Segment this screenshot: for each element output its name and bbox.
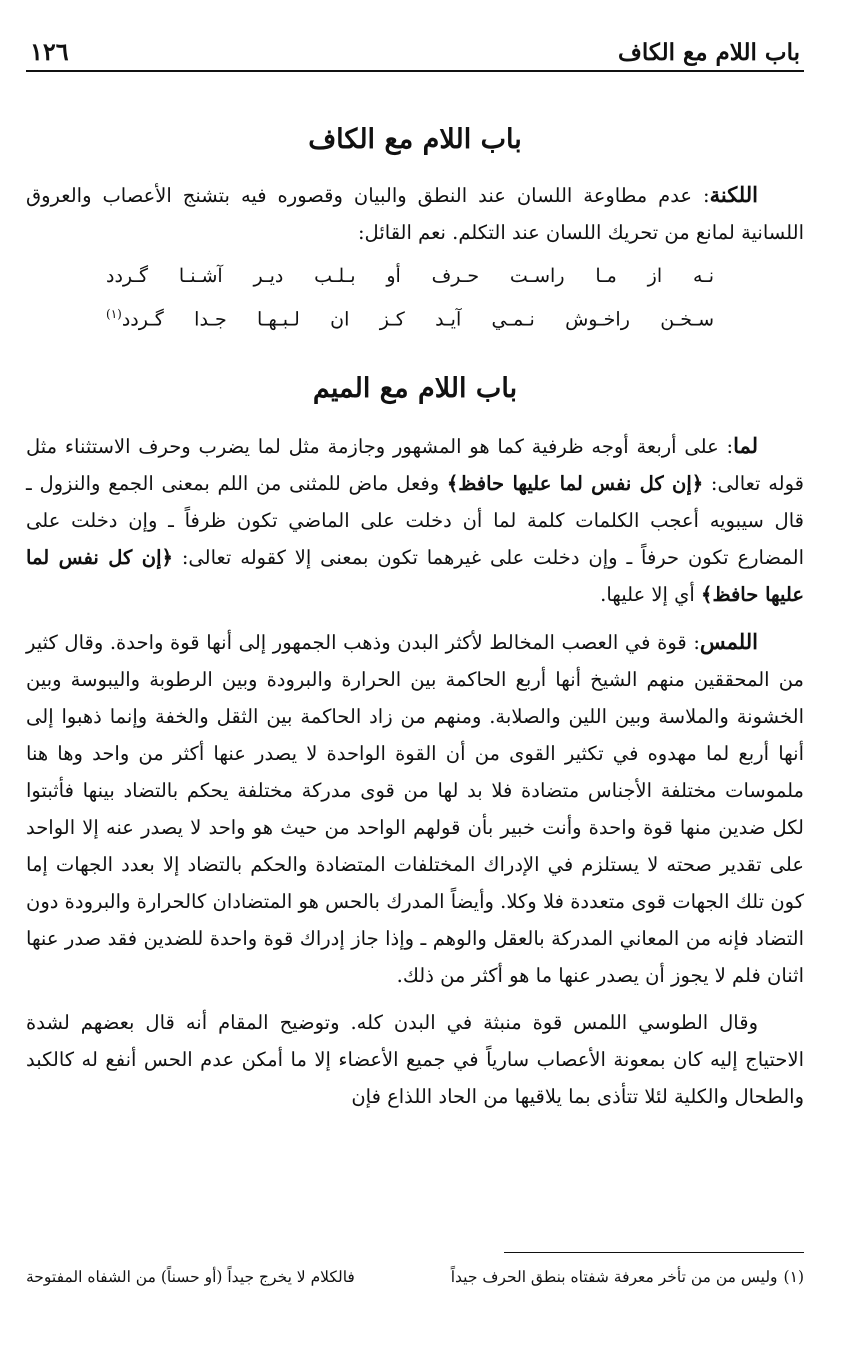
verse-line-2	[106, 295, 714, 338]
headword-lukna: اللكنة	[709, 182, 758, 208]
entry-lamma-text-3: أي إلا عليها.	[600, 583, 702, 607]
verse-line-2-text: سـخـن راخـوش نـمـي آيـد كـز ان لـبـهـا جـدا گـردد	[121, 308, 714, 331]
footnote-part-2: فالكلام لا يخرج جيداً (أو حسناً) من الشفاه المفتوحة	[26, 1268, 355, 1286]
entry-lamma-text-1: : على أربعة أوجه ظرفية كما هو المشهور وجازمة مثل لما يضرب وحرف الاستثناء مثل قوله تعالى:	[26, 435, 804, 496]
entry-lams	[26, 623, 804, 994]
quran-quote-1: ﴿إن كل نفس لما عليها حافظ﴾	[446, 472, 704, 496]
paragraph-tusi: وقال الطوسي اللمس قوة منبثة في البدن كله. وتوضيح المقام أنه قال بعضهم لشدة الاحتياج إليه كان بمعونة الأعصاب سارياً في جميع الأعضاء إلا ما أمكن عدم الحس أنفع له كالكبد والطحال والكلية لئلا تتأذى بما يلاقيها من الحاد اللذاع فإن	[26, 1011, 804, 1109]
section-title-lam-mim: باب اللام مع الميم	[312, 372, 518, 404]
page-number: ١٢٦	[30, 37, 69, 66]
footnote	[26, 1264, 804, 1290]
running-header	[26, 22, 804, 72]
headword-lams: اللمس	[699, 629, 758, 655]
persian-verse	[26, 257, 804, 338]
running-title: باب اللام مع الكاف	[618, 39, 800, 66]
book-page	[26, 22, 804, 1352]
verse-line-1: نـه از مـا راسـت حـرف أو بـلـب ديـر آشـنـا گـردد	[106, 265, 714, 288]
entry-lams-text: : قوة في العصب المخالط لأكثر البدن وذهب الجمهور إلى أنها قوة واحدة. وقال كثير من المحققين منهم الشيخ أنها أربع الحاكمة بين الحرارة والبرودة وبين الرطوبة واليبوسة وبين الخشونة والملاسة وبين اللين والصلابة. ومنهم من زاد الحاكمة بين الثقل والخفة وإنما ذهبوا إلى أنها أربع لما مهدوه في تكثير القوى من أن القوة الواحدة لا يصدر عنها أكثر من واحد وها هنا ملموسات مختلفة الأجناس متضادة فلا بد لها من قوى مدركة مختلفة يحكم بالتضاد بينها فأثبتوا لكل ضدين منها قوة واحدة وأنت خبير بأن قولهم الواحد من حيث هو واحد لا يصدر عنه إلا الواحد على تقدير صحته لا يستلزم في الإدراك المختلفات المتضادة والحكم بالتضاد إلا بعدد الجهات إما كون تلك الجهات قوى متعددة فلا وكلا. وأيضاً المدرك بالحس هو المتضادان كالحرارة والبرودة دون التضاد فإنه من المعاني المدركة بالعقل والوهم ـ وإذا جاز إدراك قوة واحدة للضدين فقد صدر عنها اثنان فلم لا يجوز أن يصدر عنها ما هو أكثر من ذلك.	[26, 631, 804, 988]
footnote-reference: (١)	[106, 307, 122, 322]
entry-lamma	[26, 427, 804, 613]
headword-lamma: لما	[733, 433, 758, 459]
footnote-divider	[504, 1252, 804, 1253]
entry-lukna	[26, 176, 804, 251]
quran-quote-2: ﴿إن كل نفس لما عليها حافظ﴾	[26, 546, 804, 607]
footnote-part-1: وليس من من تأخر معرفة شفتاه بنطق الحرف جيداً	[450, 1268, 778, 1286]
section-title-lam-kaf: باب اللام مع الكاف	[308, 124, 522, 155]
entry-lamma-text-2: وفعل ماض للمثنى من اللم بمعنى الجمع والنزول ـ قال سيبويه أعجب الكلمات كلمة لما أن دخلت على الماضي تكون ظرفاً ـ وإن دخلت على المضارع تكون حرفاً ـ وإن دخلت على غيرهما تكون بمعنى إلا كقوله تعالى:	[26, 472, 804, 570]
footnote-marker: (١)	[783, 1268, 804, 1286]
footnote-first-hemistich	[451, 1264, 804, 1290]
entry-lukna-text: : عدم مطاوعة اللسان عند النطق والبيان وقصوره فيه بتشنج الأعصاب والعروق اللسانية لمانع من تحريك اللسان عند التكلم. نعم القائل:	[26, 184, 804, 245]
